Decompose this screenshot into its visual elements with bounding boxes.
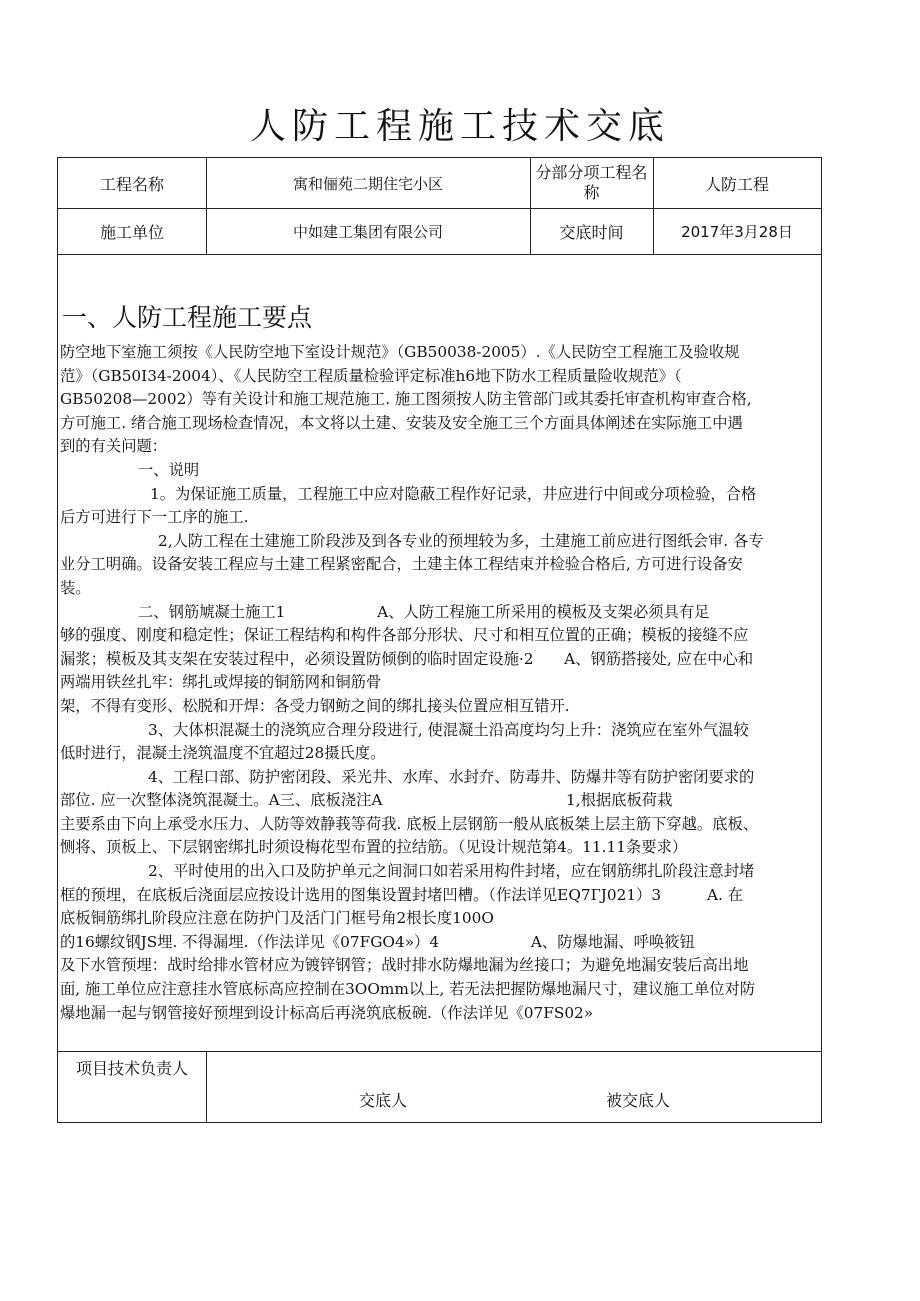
subproject-value: 人防工程 — [704, 174, 769, 194]
body-line: 防空地下室施工须按《人民防空地下室设计规范》（GB50038-2005）.《人民防空工程施工及验收规 — [60, 343, 740, 361]
body-line: 架，不得有变形、松脱和开焊：各受力钢鲂之间的绑扎接头位置应相互错开. — [60, 696, 570, 715]
body-line: 3、大体枳混凝土的浇筑应合理分段进行, 使混凝土沿高度均匀上升：浇筑应在室外气温较 — [148, 720, 749, 739]
receiver-label: 被交底人 — [605, 1090, 670, 1110]
body-line: 及下水管预埋：战时给排水管材应为镀锌钢管；战时排水防爆地漏为丝接口；为避免地漏安装后高出地 — [60, 956, 749, 975]
body-line: 部位. 应一次整体浇筑混凝土。A三、底板浇注A 1,根据底板荷栽 — [60, 791, 673, 810]
document-title: 人防工程施工技术交底 — [249, 106, 670, 147]
tech-lead-label: 项目技术负责人 — [75, 1058, 188, 1078]
body-line: 4、工程口部、防护密闭段、采光井、水库、水封夰、防毒井、防爆井等有防护密闭要求的 — [148, 767, 755, 786]
body-line: 后方可进行下一工序的施工. — [60, 508, 249, 527]
body-line: 底板铜筋绑扎阶段应注意在防护门及活门门框号角2根长度100O — [60, 909, 494, 928]
body-line: 的16螺纹钢JS埋. 不得漏埋.（作法详见《07FGO4»）4 A、防爆地漏、呼唤筱钮 — [60, 932, 695, 951]
presenter-label: 交底人 — [358, 1090, 407, 1110]
subproject-label — [530, 158, 653, 208]
body-line: 爆地漏一起与钢管接好预埋到设计标高后再浇筑底板碗.（作法详见《07FS02» — [60, 1003, 594, 1022]
body-line: 低时进行，混凝土浇筑温度不宜超过28摄氏度。 — [60, 744, 386, 763]
body-line: 二、钢筋虓凝土施工1 A、人防工程施工所采用的模板及支架必须具有足 — [138, 602, 710, 621]
body-line: 装。 — [60, 578, 91, 597]
subproject-label-line2: 称 — [583, 183, 600, 202]
date-value: 2017年3月28日 — [681, 222, 793, 241]
project-name-label: 工程名称 — [99, 174, 164, 194]
contractor-value: 中如建工集团有限公司 — [292, 222, 443, 241]
body-line: GB50208—2002）等有关设计和施工规范施工. 施工图须按人防主管部门或其委托审查机构审查合格, — [60, 390, 752, 409]
body-line: 方可施工. 绪合施工现场检查情况，本文将以土建、安装及安全施工三个方面具体阐述在实际施工中遇 — [60, 413, 743, 432]
body-line: 业分工明确。设备安装工程应与土建工程紧密配合，土建主体工程结束并检验合格后, 方可进行设备安 — [60, 555, 743, 574]
body-line: 恻将、顶板上、下层钢密绑扎时须设梅花型布置的拉结筋。（见设计规范第4。11.11条要求） — [60, 838, 688, 857]
body-line: 1。为保证施工质量，工程施工中应对隐蔽工程作好记录，井应进行中间或分项检验，合格 — [150, 484, 757, 503]
project-name-value: 寓和俪苑二期住宅小区 — [292, 174, 443, 193]
contractor-label: 施工单位 — [99, 222, 164, 242]
content-body — [60, 341, 820, 1025]
section-heading: 一、人防工程施工要点 — [62, 303, 313, 332]
body-line: 到的有关问题： — [60, 437, 168, 456]
body-line: 主要系由下向上承受水压力、人防等效静莪等荷我. 底板上层钢筋一般从底板桀上层主筋下穿越。底板、 — [60, 814, 759, 833]
column-divider — [206, 1051, 207, 1123]
row-divider — [58, 254, 821, 255]
body-line: 面, 施工单位应注意挂水管底标高应控制在3OOmm以上, 若无法把握防爆地漏尺寸，建议施工单位对防 — [60, 980, 756, 999]
body-line: 范》（GB50I34-2004）、《人民防空工程质量检验评定标准h6地下防水工程质量险收规范》（ — [60, 366, 682, 385]
body-line: 漏浆；模板及其支架在安装过程中，必须设置防倾倒的临时固定设施·2 A、钢筋搭接处, 应在中心和 — [60, 649, 754, 668]
disclosure-table — [57, 157, 822, 1123]
date-label: 交底时间 — [559, 222, 624, 242]
body-line: 两端用铁丝扎牢：绑扎或焊接的铜筋网和铜筋骨 — [60, 673, 382, 692]
body-line: 框的预埋，在底板后浇面层应按设计选用的图集设置封堵凹槽。（作法详见EQ7ГJ021）3 A. 在 — [60, 885, 744, 904]
body-line: 2、平时使用的出入口及防护单元之间洞口如若采用构件封堵，应在钢筋绑扎阶段注意封堵 — [148, 862, 755, 881]
body-line: 一、说明 — [138, 460, 200, 479]
body-line: 够的强度、刚度和稳定性；保证工程结构和构件各部分形状、尺寸和相互位置的正确；模板的接缝不应 — [60, 626, 749, 645]
body-line: 2,人防工程在土建施工阶段涉及到各专业的预埋较为多，土建施工前应进行图纸会审. 各专 — [158, 531, 764, 550]
subproject-label-line1: 分部分项工程名 — [535, 163, 648, 182]
